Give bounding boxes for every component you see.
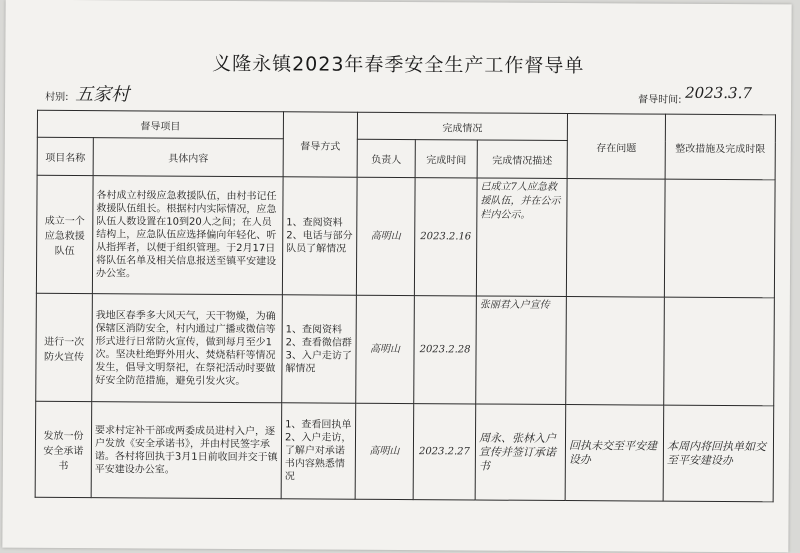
item-time: 2023.2.28: [414, 296, 477, 404]
item-content: 要求村定补干部或两委成员进村入户，逐户发放《安全承诺书》，并由村民签字承诺。各村将回执于3月1日前收回并交于镇平安建设办公室。: [91, 402, 282, 499]
header-content: 具体内容: [93, 138, 283, 177]
item-rectify: [664, 179, 775, 298]
header-responsible: 负责人: [357, 139, 415, 177]
header-method: 督导方式: [283, 112, 357, 177]
item-rectify: 本周内将回执单如交至平安建设办: [663, 405, 774, 502]
date-label: 督导时间:: [638, 94, 682, 106]
item-name: 成立一个应急救援队伍: [36, 175, 93, 293]
item-responsible: 高明山: [356, 295, 415, 403]
supervision-table: [35, 110, 776, 503]
header-issues: 存在问题: [567, 114, 665, 180]
village-label: 村别:: [45, 91, 69, 103]
item-method: 1、查看回执单 2、入户走访，了解户对承诺书内容熟悉情况: [281, 403, 356, 499]
table-row: [35, 401, 774, 502]
item-issues: 回执未交至平安建设办: [565, 405, 664, 502]
supervision-date: 2023.3.7: [685, 83, 752, 103]
table-row: [36, 175, 775, 298]
item-responsible: 高明山: [355, 403, 414, 499]
item-rectify: [664, 297, 775, 406]
item-name: 发放一份安全承诺书: [35, 401, 92, 497]
item-content: 我地区春季多大风天气，天干物燥，为确保辖区消防安全，村内通过广播或微信等形式进行日常防火宣传，做到每月至少1次。坚决杜绝野外用火、焚烧秸秆等情况发生，倡导文明祭祀，在祭祀活动时要做好安全防范措施，避免引发火灾。: [92, 294, 283, 403]
item-issues: [566, 179, 665, 298]
item-name: 进行一次防火宣传: [36, 293, 93, 401]
item-method: 1、查阅资料 2、查看微信群 3、入户走访了解情况: [282, 295, 357, 403]
document-title: 义隆永镇2023年春季安全生产工作督导单: [212, 52, 585, 78]
village-name: 五家村: [75, 84, 130, 106]
item-desc: 周永、张林入户宣传并签订承诺书: [475, 404, 566, 501]
item-issues: [566, 297, 665, 406]
item-time: 2023.2.27: [413, 404, 476, 500]
header-item: 督导项目: [37, 110, 283, 139]
header-item-name: 项目名称: [37, 137, 93, 175]
item-desc: 已成立7人应急救援队伍，并在公示栏内公示。: [476, 178, 567, 297]
item-method: 1、查阅资料 2、电话与部分队员了解情况: [282, 177, 357, 295]
item-responsible: 高明山: [356, 177, 415, 295]
table-row: [36, 293, 775, 406]
header-rectify: 整改措施及完成时限: [665, 114, 775, 180]
item-content: 各村成立村级应急救援队伍，由村书记任救援队伍组长。根据村内实际情况，应急队伍人数设置在10到20人之间；在人员结构上，应急队伍应选择偏向年轻化、听从指挥者，以便于组织管理。于2月17日将队伍名单及相关信息报送至镇平安建设办公室。: [92, 176, 283, 295]
item-desc: 张丽君入户宣传: [476, 296, 567, 405]
header-time: 完成时间: [415, 140, 477, 178]
item-time: 2023.2.16: [414, 178, 477, 296]
header-completion: 完成情况: [357, 112, 567, 140]
document-sheet: [2, 0, 791, 552]
header-desc: 完成情况描述: [477, 140, 567, 179]
